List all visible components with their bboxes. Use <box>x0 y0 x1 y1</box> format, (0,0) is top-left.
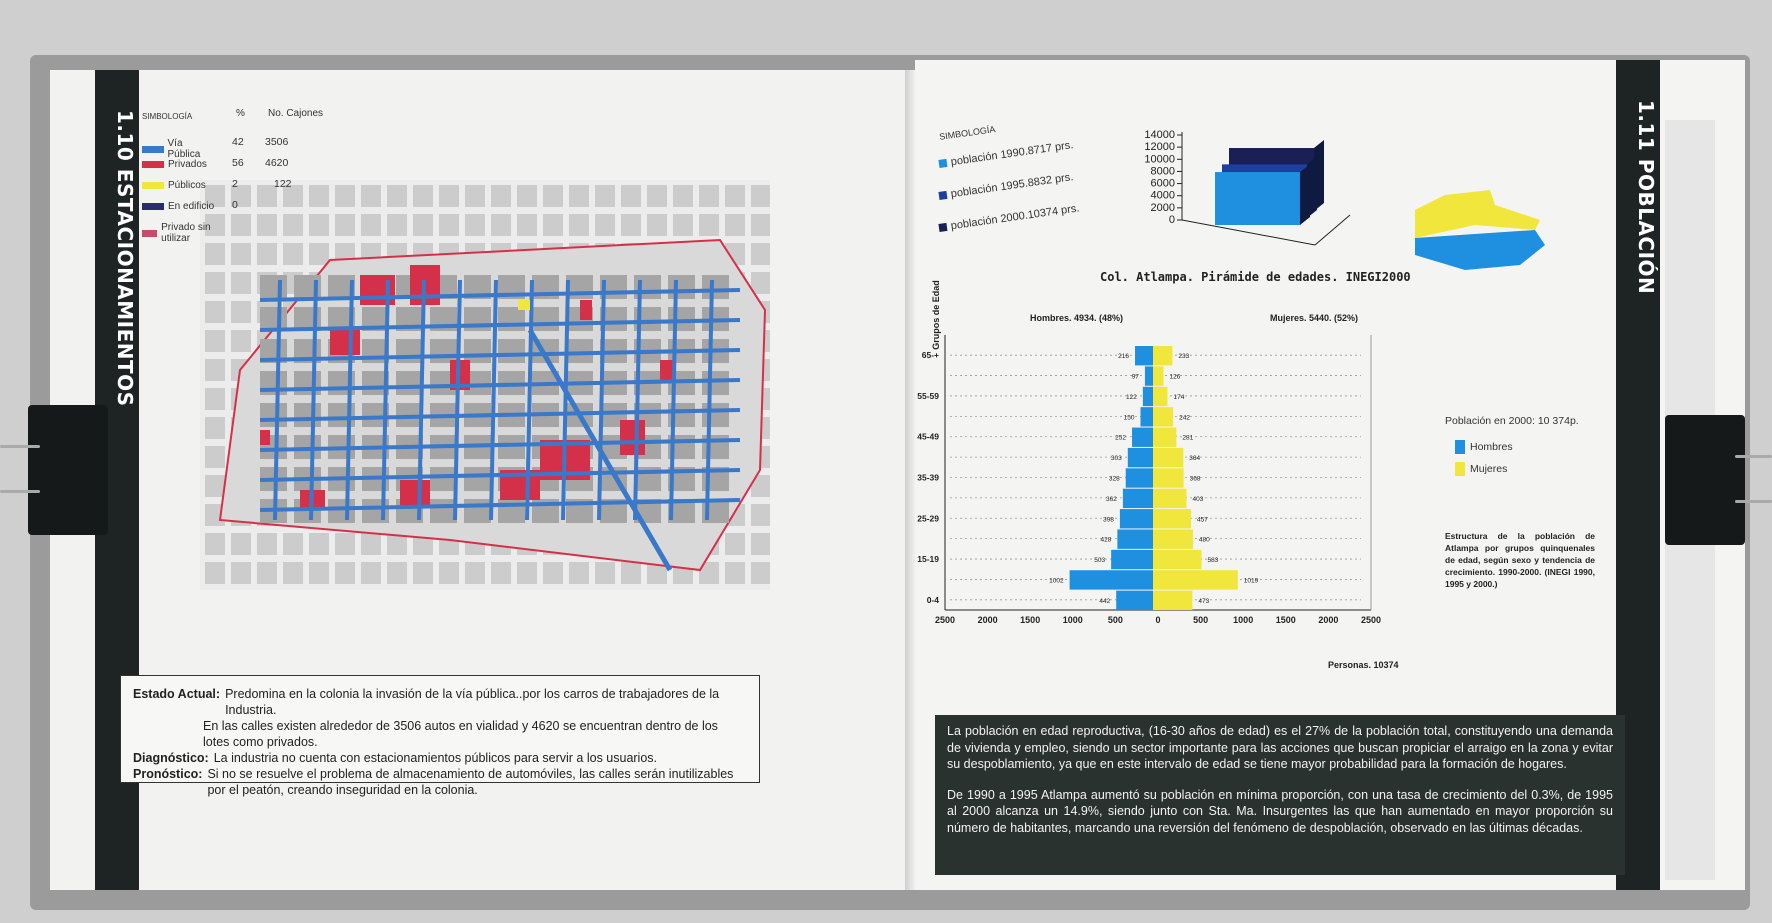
legend-label: Privados <box>168 159 207 170</box>
legend-swatch <box>938 191 947 200</box>
pyramid-bar-hombres <box>1132 428 1153 447</box>
y-tick-label: 12000 <box>1144 141 1175 154</box>
x-tick-label: 1500 <box>1275 615 1296 625</box>
location-shape <box>1405 170 1555 280</box>
data-label-mujeres: 403 <box>1192 495 1204 503</box>
legend-label: población 1995.8832 prs. <box>950 171 1075 201</box>
x-axis-depth <box>1315 215 1350 245</box>
y-tick-label: 10000 <box>1144 153 1175 166</box>
legend-swatch <box>938 159 947 168</box>
data-label-hombres: 122 <box>1125 393 1137 401</box>
clip-wire-right-2 <box>1735 500 1772 503</box>
data-label-mujeres: 242 <box>1179 414 1190 422</box>
data-label-mujeres: 457 <box>1197 516 1208 524</box>
y-tick-label: 8000 <box>1150 165 1175 178</box>
legend-label: Públicos <box>168 180 206 191</box>
age-tick-label: 65-+ <box>921 350 939 361</box>
legend-swatch <box>142 146 164 153</box>
x-tick-label: 500 <box>1193 615 1209 625</box>
data-label-hombres: 150 <box>1123 414 1135 422</box>
x-tick-label: 1000 <box>1062 615 1083 625</box>
pyramid-bar-hombres <box>1145 366 1153 385</box>
data-label-mujeres: 583 <box>1207 557 1219 565</box>
legend-count: 3506 <box>265 136 289 148</box>
pyramid-bar-hombres <box>1141 407 1153 426</box>
legend-swatch <box>1455 462 1465 476</box>
legend-item <box>142 180 217 191</box>
y-tick-label: 6000 <box>1150 177 1175 190</box>
pyramid-bar-hombres <box>1126 468 1153 487</box>
pyramid-bar-mujeres <box>1153 509 1191 528</box>
legend-swatch <box>1455 440 1465 454</box>
pyramid-bar-mujeres <box>1153 529 1193 548</box>
x-tick-label: 0 <box>1155 615 1161 625</box>
legend-swatch <box>142 230 157 237</box>
data-label-hombres: 97 <box>1131 373 1139 381</box>
clip-wire-left-1 <box>0 445 40 448</box>
pyramid-bar-mujeres <box>1153 366 1163 385</box>
legend-label: población 1990.8717 prs. <box>950 139 1075 169</box>
legend-header-label: SIMBOLOGÍA <box>142 112 193 121</box>
legend-swatch <box>142 161 164 168</box>
pyramid-bar-hombres <box>1120 509 1153 528</box>
x-tick-label: 1000 <box>1233 615 1254 625</box>
side-legend-item <box>1455 440 1513 454</box>
pyramid-bar-mujeres <box>1153 428 1176 447</box>
legend-item <box>142 159 217 170</box>
data-label-hombres: 303 <box>1110 455 1122 463</box>
parking-map <box>200 180 770 590</box>
pyramid-bar-mujeres <box>1153 407 1173 426</box>
data-label-mujeres: 174 <box>1173 393 1185 401</box>
pyramid-bar-mujeres <box>1153 387 1167 406</box>
legend-item <box>142 201 217 212</box>
pyramid-bar-mujeres <box>1153 489 1187 508</box>
population-textbox <box>935 715 1625 875</box>
legend-header-count: No. Cajones <box>268 108 324 119</box>
pyramid-bar-hombres <box>1123 489 1153 508</box>
pyramid-bar-mujeres <box>1153 570 1238 589</box>
legend-swatch <box>142 203 164 210</box>
estado-text: Predomina en la colonia la invasión de la vía pública..por los carros de trabajadores de la Industria. <box>225 687 720 717</box>
legend-pct: 42 <box>232 136 244 148</box>
pyramid-bar-mujeres <box>1153 591 1192 610</box>
data-label-hombres: 442 <box>1099 597 1111 605</box>
hombres-total-label: Hombres. 4934. (48%) <box>1030 313 1124 323</box>
y-tick-label: 14000 <box>1144 129 1175 141</box>
data-label-hombres: 1002 <box>1049 577 1064 585</box>
x-tick-label: 2500 <box>934 615 956 625</box>
pyramid-bar-hombres <box>1070 570 1153 589</box>
side-legend-title: Población en 2000: 10 374p. <box>1445 415 1579 427</box>
legend-item <box>142 222 217 244</box>
pyramid-bar-mujeres <box>1153 346 1172 365</box>
legend-pct: 56 <box>232 157 244 169</box>
section-title-left: 1.10 ESTACIONAMIENTOS <box>113 110 137 407</box>
clip-wire-right-1 <box>1735 455 1772 458</box>
analysis-textbox <box>120 675 760 797</box>
diagnostico-text: La industria no cuenta con estacionamientos públicos para servir a los usuarios. <box>213 751 658 765</box>
data-label-mujeres: 126 <box>1169 373 1181 381</box>
pyramid-bar-mujeres <box>1153 448 1183 467</box>
right-page <box>915 60 1745 890</box>
pyramid-description: Estructura de la población de Atlampa por grupos quinquenales de edad, según sexo y tendencia de crecimiento. 1990-2000. (INEGI 1990, 1995 y 2000.) <box>1445 531 1595 589</box>
pyramid-bar-hombres <box>1111 550 1153 569</box>
population-legend-item <box>938 139 1074 170</box>
pyramid-bar-mujeres <box>1153 550 1202 569</box>
age-tick-label: 0-4 <box>926 594 939 605</box>
age-tick-label: 25-29 <box>917 513 939 524</box>
data-label-mujeres: 1019 <box>1243 577 1259 585</box>
population-legend-item <box>938 171 1074 202</box>
pyramid-bar-hombres <box>1117 529 1153 548</box>
pyramid-title: Col. Atlampa. Pirámide de edades. INEGI2000 <box>1100 270 1411 284</box>
mujeres-total-label: Mujeres. 5440. (52%) <box>1270 313 1359 323</box>
x-tick-label: 500 <box>1107 615 1123 625</box>
y-tick-label: 4000 <box>1150 189 1175 202</box>
data-label-hombres: 252 <box>1115 434 1127 442</box>
legend-swatch <box>142 182 164 189</box>
data-label-mujeres: 480 <box>1198 536 1210 544</box>
pyramid-bar-hombres <box>1128 448 1153 467</box>
clip-wire-left-2 <box>0 490 40 493</box>
data-label-hombres: 216 <box>1118 353 1130 361</box>
binder-clip-right <box>1665 415 1745 545</box>
x-tick-label: 2000 <box>977 615 998 625</box>
side-legend-item <box>1455 462 1507 476</box>
legend-count: 4620 <box>265 157 289 169</box>
pyramid-bar-hombres <box>1116 591 1153 610</box>
population-bar-1990 <box>1215 172 1300 225</box>
legend-label: Mujeres <box>1470 463 1508 475</box>
population-legend-item <box>938 202 1080 234</box>
legend-label: Vía Pública <box>167 138 201 160</box>
pyramid-x-axis-label: Personas. 10374 <box>1328 660 1399 670</box>
legend-label: Privado sin utilizar <box>161 222 211 244</box>
data-label-hombres: 398 <box>1103 516 1114 524</box>
age-tick-label: 55-59 <box>917 390 939 401</box>
legend-count: 122 <box>274 178 292 190</box>
legend-swatch <box>938 223 947 232</box>
data-label-mujeres: 364 <box>1189 455 1201 463</box>
diagnostico-label: Diagnóstico: <box>133 751 209 765</box>
legend-label: Hombres <box>1470 441 1513 453</box>
pyramid-bar-hombres <box>1135 346 1153 365</box>
left-page <box>50 70 930 890</box>
pyramid-bar-mujeres <box>1153 468 1184 487</box>
legend-label: En edificio <box>168 201 215 212</box>
data-label-hombres: 328 <box>1108 475 1120 483</box>
data-label-mujeres: 281 <box>1182 434 1194 442</box>
y-tick-label: 0 <box>1168 214 1175 226</box>
data-label-hombres: 428 <box>1100 536 1112 544</box>
population-paragraph-1: La población en edad reproductiva, (16-30 años de edad) es el 27% de la población total, constituyendo una demanda de vivienda y empleo, siendo un sector importante para las acciones que buscan propiciar el arraigo en la zona y evitar su despoblamiento, ya que en este intervalo de edad se tiene mayor probabilidad para la formación de hogares. <box>947 724 1613 771</box>
age-tick-label: 15-19 <box>917 554 939 565</box>
x-tick-label: 1500 <box>1020 615 1041 625</box>
data-label-mujeres: 473 <box>1198 597 1210 605</box>
data-label-hombres: 362 <box>1106 495 1117 503</box>
x-tick-label: 2000 <box>1318 615 1339 625</box>
pronostico-text: Si no se resuelve el problema de almacenamiento de automóviles, las calles serán inutilizables por el peatón, creando inseguridad en la colonia. <box>207 767 734 797</box>
estado-text-2: En las calles existen alrededor de 3506 autos en vialidad y 4620 se encuentran dentro de los lotes como privados. <box>203 719 718 749</box>
estado-label: Estado Actual: <box>133 687 221 701</box>
population-legend-header: SIMBOLOGÍA <box>938 124 996 142</box>
x-tick-label: 2500 <box>1360 615 1382 625</box>
data-label-hombres: 503 <box>1094 557 1106 565</box>
population-paragraph-2: De 1990 a 1995 Atlampa aumentó su población en mínima proporción, con una tasa de crecimiento del 0.3%, de 1995 al 2000 alcanza un 14.9%, siendo junto con Sta. Ma. Insurgentes las que han aumentado en mayor proporción su número de habitantes, marcando una reversión del fenómeno de despoblación, observado en las últimas décadas. <box>947 787 1613 835</box>
age-tick-label: 35-39 <box>917 472 939 483</box>
pyramid-y-axis-label: Grupos de Edad <box>930 280 941 350</box>
legend-pct: 0 <box>232 199 238 211</box>
population-bar-side <box>1300 164 1310 225</box>
legend-pct: 2 <box>232 178 238 190</box>
age-pyramid-chart <box>915 325 1405 625</box>
age-tick-label: 45-49 <box>917 431 939 442</box>
legend-header-pct: % <box>236 108 245 119</box>
binder-clip-left <box>28 405 108 535</box>
pyramid-bar-hombres <box>1143 387 1153 406</box>
y-tick-label: 2000 <box>1150 201 1175 214</box>
legend-item <box>142 138 217 160</box>
data-label-mujeres: 233 <box>1178 353 1190 361</box>
section-title-right: 1.11 POBLACIÓN <box>1634 100 1658 295</box>
pronostico-label: Pronóstico: <box>133 767 203 781</box>
population-3d-bar-chart <box>1135 120 1365 250</box>
legend-label: población 2000.10374 prs. <box>950 202 1081 233</box>
data-label-mujeres: 368 <box>1189 475 1201 483</box>
